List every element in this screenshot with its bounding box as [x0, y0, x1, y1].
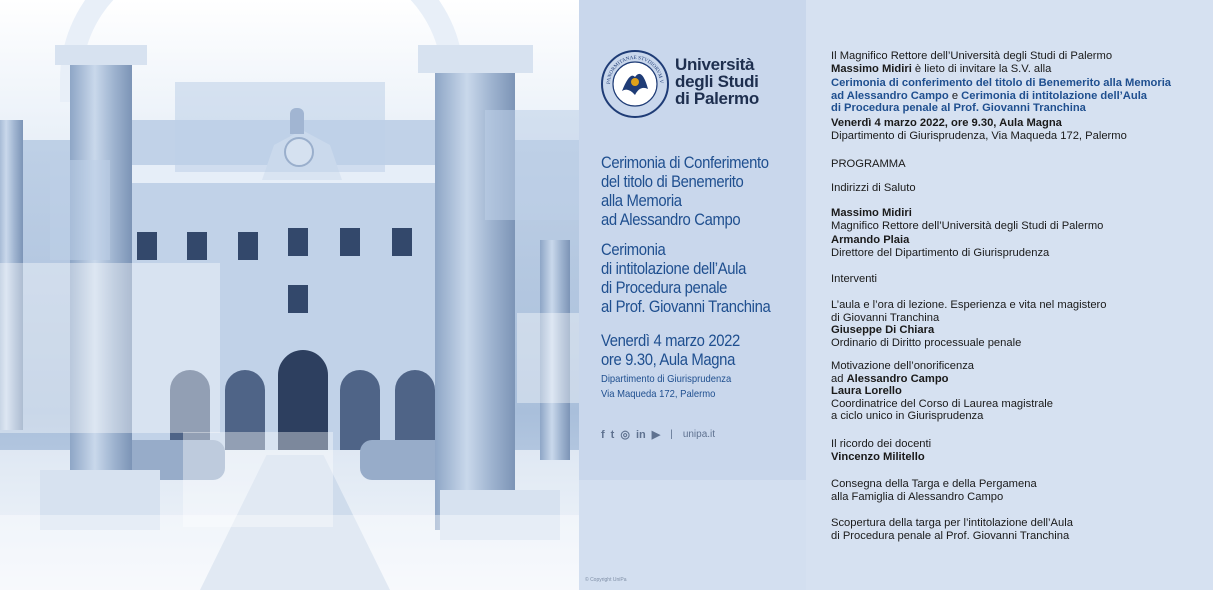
- twitter-icon[interactable]: t: [610, 428, 615, 441]
- university-name: Università degli Studi di Palermo: [675, 55, 759, 108]
- instagram-icon[interactable]: ◎: [620, 429, 630, 441]
- middle-panel-footer: [579, 480, 806, 590]
- ricordo: Il ricordo dei docenti Vincenzo Militello: [831, 438, 932, 463]
- ceremony-title-2: Cerimonia di intitolazione dell’Aula di Procedura penale al Prof. Giovanni Tranchina: [601, 241, 771, 316]
- invite-date: Venerdì 4 marzo 2022, ore 9.30, Aula Magna: [831, 116, 1062, 129]
- ceremony-title-1: Cerimonia di Conferimento del titolo di Benemerito alla Memoria ad Alessandro Campo: [601, 154, 769, 229]
- ceremony-line-3: di Procedura penale al Prof. Giovanni Tranchina: [831, 102, 1086, 115]
- ceremony-line-1: Cerimonia di conferimento del titolo di Benemerito alla Memoria: [831, 77, 1172, 90]
- event-date: Venerdì 4 marzo 2022 ore 9.30, Aula Magna: [601, 332, 740, 369]
- event-summary-panel: [579, 0, 806, 480]
- invitation-text-panel: [806, 0, 1213, 590]
- consegna: Consegna della Targa e della Pergamena alla Famiglia di Alessandro Campo: [831, 478, 1037, 503]
- scopertura: Scopertura della targa per l’intitolazione dell’Aula di Procedura penale al Prof. Giovanni Tranchina: [831, 517, 1073, 542]
- svg-text:PANORMITANAE STVDIORVM VNIVERS: PANORMITANAE STVDIORVM V: [605, 54, 665, 85]
- rector-invite-line: Massimo Midiri è lieto di invitare la S.V. alla: [831, 62, 1052, 75]
- youtube-icon[interactable]: ▶: [651, 429, 661, 441]
- saluti-heading: Indirizzi di Saluto: [831, 182, 916, 194]
- speaker-plaia: Armando Plaia Direttore del Dipartimento di Giurisprudenza: [831, 234, 1050, 259]
- invite-address: Dipartimento di Giurisprudenza, Via Maqueda 172, Palermo: [831, 129, 1127, 142]
- rector-line: Il Magnifico Rettore dell’Università degli Studi di Palermo: [831, 50, 1113, 62]
- talk-2: Motivazione dell’onorificenza ad Alessandro Campo Laura Lorello Coordinatrice del Corso di Laurea magistrale a ciclo unico in Giurisprudenza: [831, 360, 1053, 423]
- website-link[interactable]: unipa.it: [682, 429, 716, 440]
- interventi-heading: Interventi: [831, 273, 878, 285]
- programma-heading: PROGRAMMA: [831, 158, 906, 170]
- facebook-icon[interactable]: f: [601, 428, 605, 441]
- linkedin-icon[interactable]: in: [635, 428, 646, 441]
- university-seal-icon: [600, 49, 670, 119]
- copyright-text: © Copyright UniPa: [585, 577, 627, 583]
- speaker-midiri: Massimo Midiri Magnifico Rettore dell’Università degli Studi di Palermo: [831, 207, 1104, 232]
- talk-1: L’aula e l’ora di lezione. Esperienza e vita nel magistero di Giovanni Tranchina Giuseppe Di Chiara Ordinario di Diritto processuale penale: [831, 299, 1107, 349]
- event-location: Dipartimento di Giurisprudenza Via Maqueda 172, Palermo: [601, 373, 732, 400]
- ceremony-line-2: ad Alessandro Campo e Cerimonia di intitolazione dell’Aula: [831, 89, 1148, 102]
- social-divider: |: [670, 429, 673, 440]
- courtyard-photo: [0, 0, 579, 590]
- invitation-intro: [831, 50, 1201, 142]
- social-links: [601, 428, 715, 441]
